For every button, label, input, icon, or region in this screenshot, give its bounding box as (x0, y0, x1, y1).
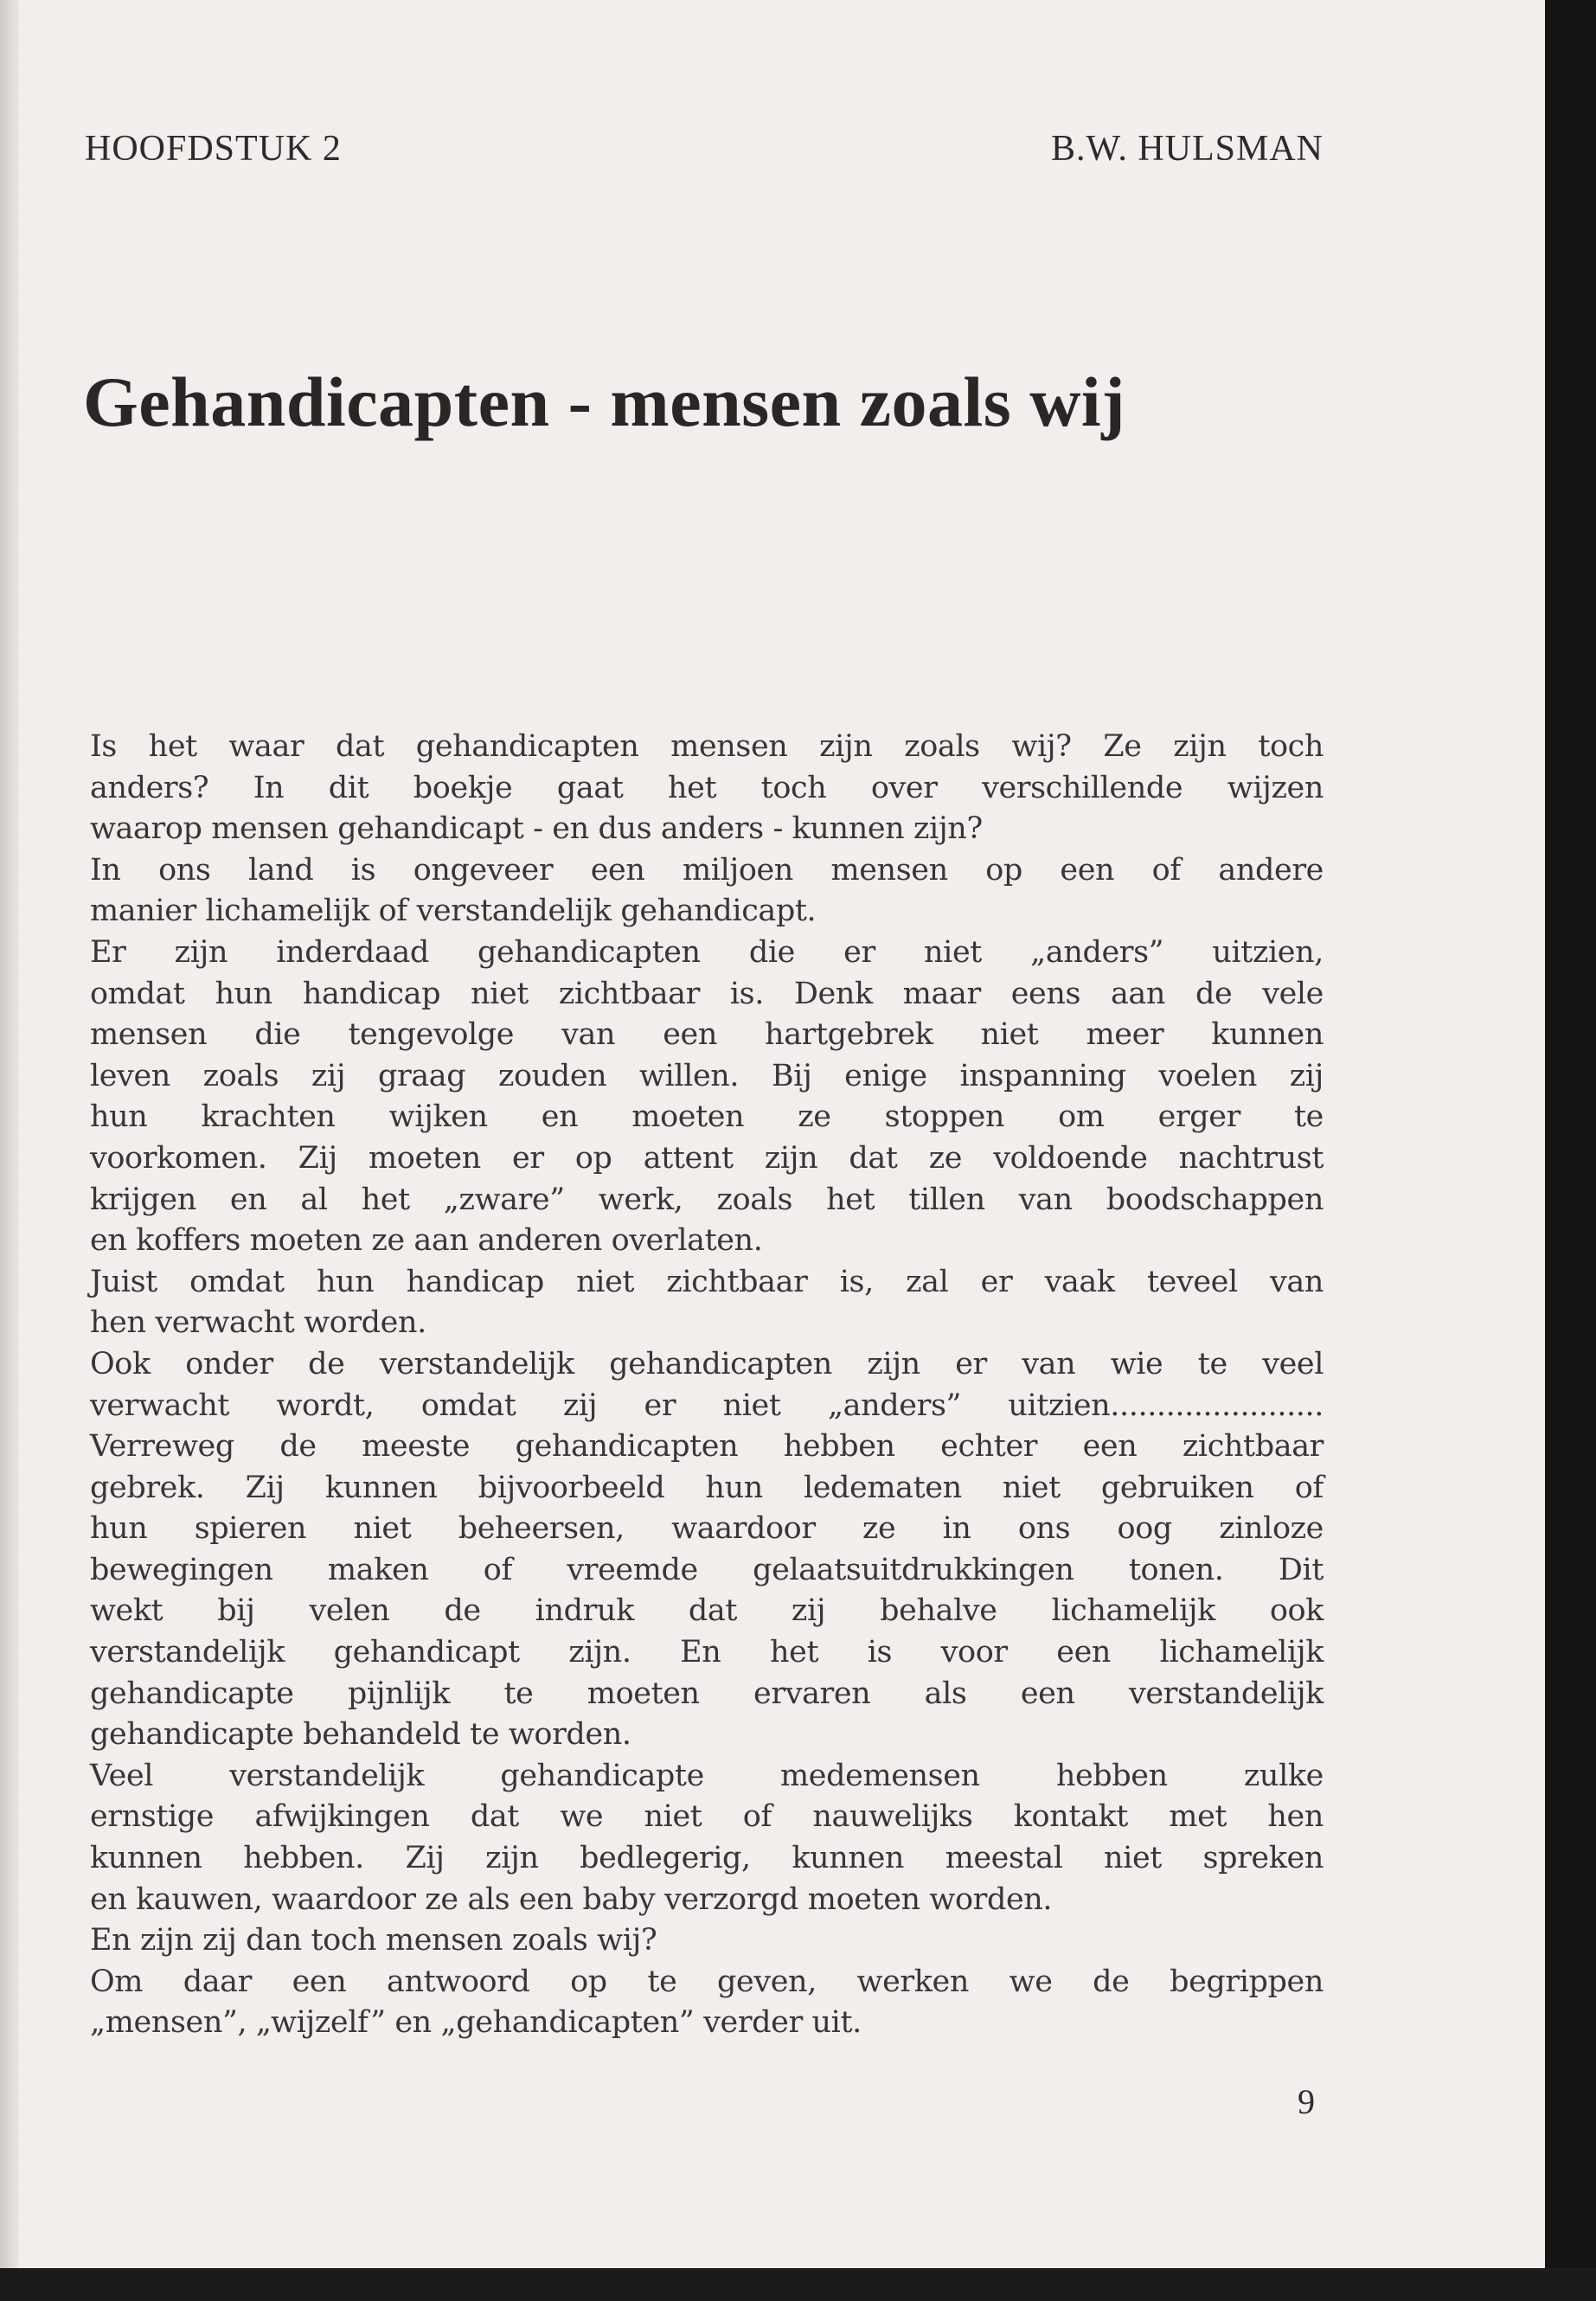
text-line: gehandicapte behandeld te worden. (90, 1717, 631, 1753)
text-line: wekt bij velen de indruk dat zij behalve lichamelijk ook (90, 1593, 1324, 1629)
text-line: omdat hun handicap niet zichtbaar is. Denk maar eens aan de vele (90, 976, 1324, 1011)
running-header-chapter: HOOFDSTUK 2 (85, 129, 342, 169)
text-line: waarop mensen gehandicapt - en dus anders - kunnen zijn? (90, 811, 983, 847)
text-line: manier lichamelijk of verstandelijk gehandicapt. (90, 894, 817, 929)
text-line: hun spieren niet beheersen, waardoor ze in ons oog zinloze (90, 1511, 1324, 1547)
text-line: anders? In dit boekje gaat het toch over verschillende wijzen (90, 770, 1324, 805)
page-left-edge (0, 0, 19, 2301)
text-line: Is het waar dat gehandicapten mensen zijn zoals wij? Ze zijn toch (90, 729, 1324, 764)
text-line: Veel verstandelijk gehandicapte medemensen hebben zulke (90, 1758, 1324, 1793)
chapter-title: Gehandicapten - mensen zoals wij (83, 362, 1125, 441)
text-line: hen verwacht worden. (90, 1305, 426, 1341)
text-line: En zijn zij dan toch mensen zoals wij? (90, 1923, 657, 1958)
body-text (90, 727, 1324, 2044)
text-line: Er zijn inderdaad gehandicapten die er niet „anders” uitzien, (90, 934, 1324, 970)
text-line: „mensen”, „wijzelf” en „gehandicapten” verder uit. (90, 2005, 862, 2041)
running-header-author: B.W. HULSMAN (1051, 129, 1324, 169)
text-line: In ons land is ongeveer een miljoen mensen op een of andere (90, 852, 1324, 888)
text-line: gehandicapte pijnlijk te moeten ervaren als een verstandelijk (90, 1676, 1324, 1711)
text-line: kunnen hebben. Zij zijn bedlegerig, kunnen meestal niet spreken (90, 1841, 1324, 1876)
text-line: ernstige afwijkingen dat we niet of nauwelijks kontakt met hen (90, 1799, 1324, 1835)
text-line: hun krachten wijken en moeten ze stoppen om erger te (90, 1099, 1324, 1135)
text-line: mensen die tengevolge van een hartgebrek niet meer kunnen (90, 1017, 1324, 1053)
text-line: verstandelijk gehandicapt zijn. En het is voor een lichamelijk (90, 1635, 1324, 1670)
text-line: Juist omdat hun handicap niet zichtbaar is, zal er vaak teveel van (90, 1264, 1324, 1299)
text-line: Verreweg de meeste gehandicapten hebben echter een zichtbaar (90, 1429, 1324, 1465)
text-line: Om daar een antwoord op te geven, werken we de begrippen (90, 1964, 1324, 1999)
page-number: 9 (1298, 2082, 1315, 2121)
text-line: leven zoals zij graag zouden willen. Bij enige inspanning voelen zij (90, 1058, 1324, 1093)
scan-border-right (1545, 0, 1596, 2301)
text-line: en kauwen, waardoor ze als een baby verzorgd moeten worden. (90, 1881, 1053, 1917)
text-line: voorkomen. Zij moeten er op attent zijn dat ze voldoende nachtrust (90, 1140, 1324, 1176)
text-line: krijgen en al het „zware” werk, zoals het tillen van boodschappen (90, 1182, 1324, 1217)
text-line: gebrek. Zij kunnen bijvoorbeeld hun ledematen niet gebruiken of (90, 1470, 1324, 1505)
text-line: Ook onder de verstandelijk gehandicapten zijn er van wie te veel (90, 1346, 1324, 1381)
text-line: bewegingen maken of vreemde gelaatsuitdrukkingen tonen. Dit (90, 1552, 1324, 1587)
scan-border-bottom (0, 2268, 1596, 2301)
text-line: verwacht wordt, omdat zij er niet „anders” uitzien....................... (90, 1388, 1324, 1423)
text-line: en koffers moeten ze aan anderen overlaten. (90, 1223, 763, 1259)
